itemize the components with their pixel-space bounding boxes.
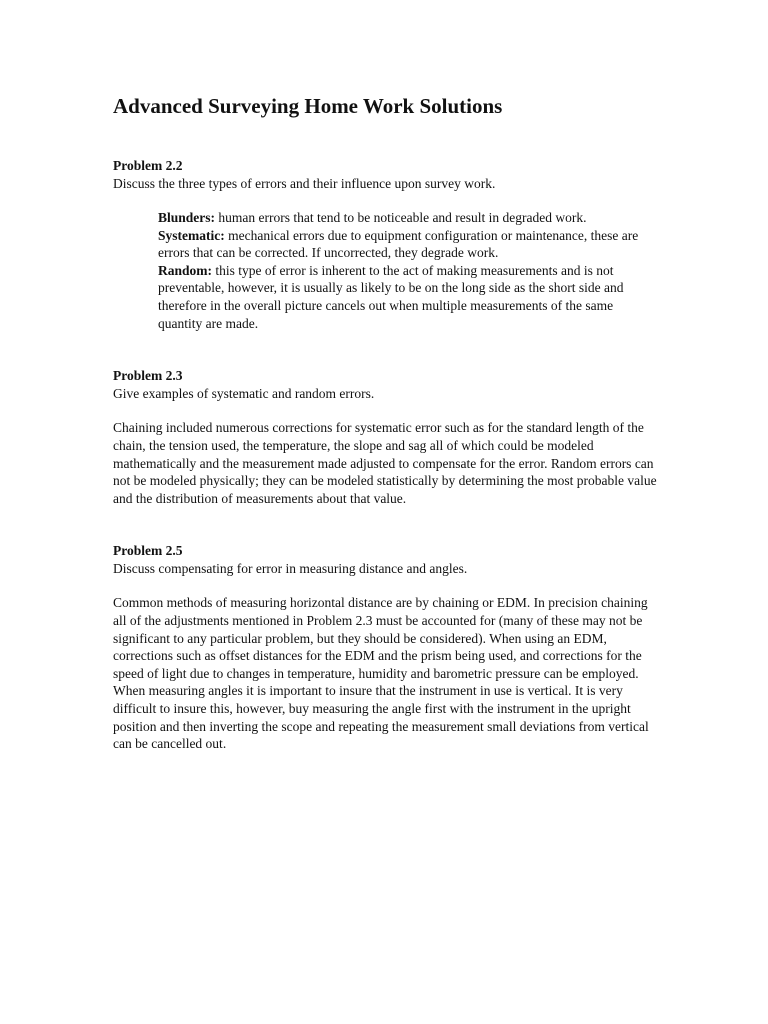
blunders-definition [158, 209, 653, 227]
problem-2-3-answer: Chaining included numerous corrections for systematic error such as for the standard length of the chain, the tension used, the temperature, the slope and sag all of which could be modeled mathematically and the measurement made adjusted to compensate for the error. Random errors can not be modeled physically; they can be modeled statistically by determining the most probable value and the distribution of measurements about that value. [113, 420, 657, 506]
random-term: Random: [158, 262, 213, 278]
systematic-term: Systematic: [158, 227, 225, 243]
problem-2-3-question: Give examples of systematic and random errors. [113, 385, 375, 401]
problem-2-3-section [113, 367, 658, 507]
random-definition [158, 262, 653, 332]
problem-2-5-question: Discuss compensating for error in measuring distance and angles. [113, 560, 468, 576]
problem-2-5-heading: Problem 2.5 [113, 543, 183, 559]
blunders-term: Blunders: [158, 210, 216, 226]
problem-2-5-section [113, 542, 658, 752]
problem-2-2-heading: Problem 2.2 [113, 158, 183, 173]
systematic-description: mechanical errors due to equipment configuration or maintenance, these are errors that can be corrected. If uncorrected, they degrade work. [158, 227, 639, 261]
problem-2-3-heading: Problem 2.3 [113, 368, 183, 384]
systematic-definition [158, 227, 653, 262]
problem-2-2-section [113, 157, 658, 332]
problem-2-2-question: Discuss the three types of errors and their influence upon survey work. [113, 175, 496, 191]
document-title: Advanced Surveying Home Work Solutions [113, 94, 503, 118]
document-page [113, 92, 658, 753]
error-types-list [158, 209, 653, 332]
random-description: this type of error is inherent to the act of making measurements and is not preventable, however, it is usually as likely to be on the long side as the short side and therefore in the overall picture cancels out when multiple measurements of the same quantity are made. [158, 262, 624, 331]
problem-2-5-answer: Common methods of measuring horizontal distance are by chaining or EDM. In precision chaining all of the adjustments mentioned in Problem 2.3 must be accounted for (many of these may not be significant to any particular problem, but they should be considered). When using an EDM, corrections such as offset distances for the EDM and the prism being used, and corrections for the speed of light due to changes in temperature, humidity and barometric pressure can be employed. When measuring angles it is important to insure that the instrument in use is vertical. It is very difficult to insure this, however, buy measuring the angle first with the instrument in the upright position and then inverting the scope and repeating the measurement small deviations from vertical can be cancelled out. [113, 595, 649, 752]
blunders-description: human errors that tend to be noticeable and result in degraded work. [215, 210, 587, 226]
